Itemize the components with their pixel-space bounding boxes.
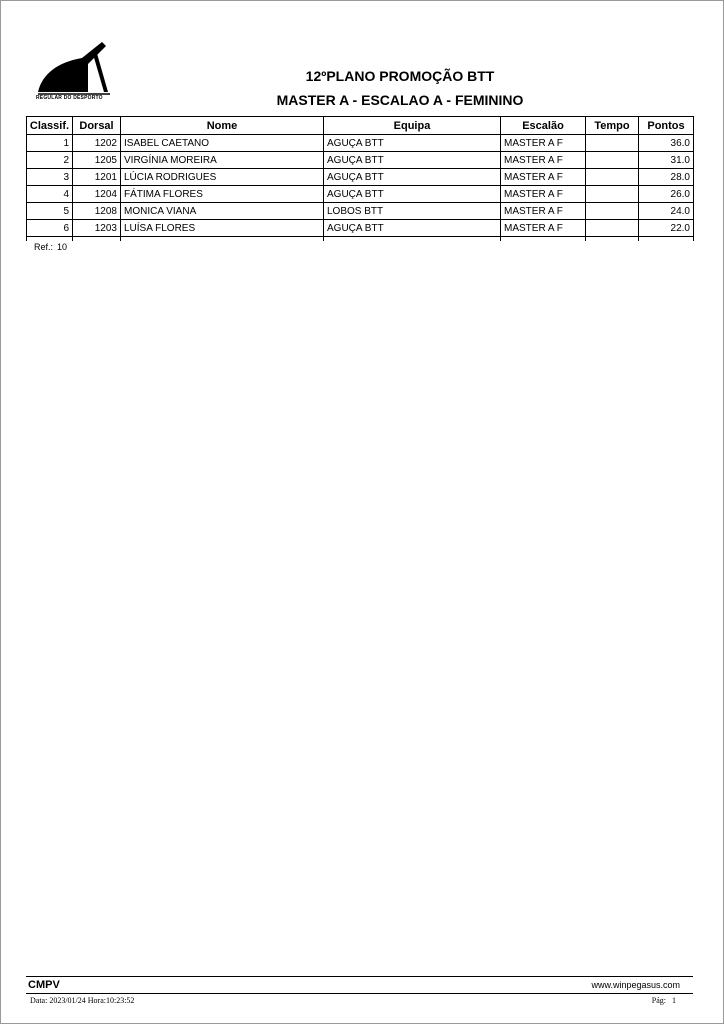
cell-nome: FÁTIMA FLORES [121, 186, 324, 203]
cell-equipa: AGUÇA BTT [324, 186, 501, 203]
page-label: Pág: [651, 996, 666, 1005]
col-header-equipa: Equipa [324, 117, 501, 135]
footer-website: www.winpegasus.com [591, 980, 680, 990]
cell-classif: 5 [27, 203, 73, 220]
cell-dorsal: 1208 [73, 203, 121, 220]
logo-caption: REGULAR DO DESPORTO [36, 95, 103, 101]
results-table [26, 116, 694, 241]
cell-classif: 1 [27, 135, 73, 152]
cell-tempo [586, 152, 639, 169]
cell-tempo [586, 220, 639, 237]
tail-cell [27, 237, 73, 242]
footer-page-number [652, 996, 676, 1005]
cell-dorsal: 1205 [73, 152, 121, 169]
reference-note [34, 242, 67, 252]
col-header-nome: Nome [121, 117, 324, 135]
cell-classif: 3 [27, 169, 73, 186]
reference-label: Ref.: [34, 242, 54, 252]
tail-cell [121, 237, 324, 242]
cell-nome: LUÍSA FLORES [121, 220, 324, 237]
cell-pontos: 22.0 [639, 220, 694, 237]
cell-dorsal: 1202 [73, 135, 121, 152]
cell-nome: VIRGÍNIA MOREIRA [121, 152, 324, 169]
tail-cell [586, 237, 639, 242]
table-tail-row [27, 237, 694, 242]
table-row [27, 169, 694, 186]
cell-pontos: 36.0 [639, 135, 694, 152]
cell-escalao: MASTER A F [501, 203, 586, 220]
footer-organization: CMPV [28, 979, 60, 991]
footer-date-time: Data: 2023/01/24 Hora:10:23:52 [30, 996, 135, 1005]
document-title: 12ºPLANO PROMOÇÃO BTT [305, 68, 495, 84]
cell-tempo [586, 203, 639, 220]
table-row [27, 203, 694, 220]
cell-escalao: MASTER A F [501, 152, 586, 169]
cell-dorsal: 1204 [73, 186, 121, 203]
cell-nome: LÚCIA RODRIGUES [121, 169, 324, 186]
tail-cell [324, 237, 501, 242]
category-title: MASTER A - ESCALAO A - FEMININO [276, 92, 524, 108]
cell-classif: 2 [27, 152, 73, 169]
cell-dorsal: 1203 [73, 220, 121, 237]
col-header-tempo: Tempo [586, 117, 639, 135]
cell-nome: MONICA VIANA [121, 203, 324, 220]
col-header-pontos: Pontos [639, 117, 694, 135]
cell-tempo [586, 135, 639, 152]
table-header-row [27, 117, 694, 135]
cell-tempo [586, 169, 639, 186]
footer-divider-bottom [26, 993, 693, 994]
cell-escalao: MASTER A F [501, 169, 586, 186]
cell-classif: 4 [27, 186, 73, 203]
cell-escalao: MASTER A F [501, 186, 586, 203]
cell-pontos: 24.0 [639, 203, 694, 220]
cell-pontos: 26.0 [639, 186, 694, 203]
cell-equipa: AGUÇA BTT [324, 135, 501, 152]
table-row [27, 220, 694, 237]
cell-pontos: 31.0 [639, 152, 694, 169]
cell-equipa: AGUÇA BTT [324, 169, 501, 186]
cell-tempo [586, 186, 639, 203]
col-header-escalao: Escalão [501, 117, 586, 135]
cell-equipa: AGUÇA BTT [324, 220, 501, 237]
table-row [27, 152, 694, 169]
tail-cell [501, 237, 586, 242]
cell-escalao: MASTER A F [501, 135, 586, 152]
col-header-classif: Classif. [27, 117, 73, 135]
table-row [27, 135, 694, 152]
cell-equipa: AGUÇA BTT [324, 152, 501, 169]
cell-equipa: LOBOS BTT [324, 203, 501, 220]
cell-pontos: 28.0 [639, 169, 694, 186]
cell-classif: 6 [27, 220, 73, 237]
organizer-logo [36, 40, 112, 102]
col-header-dorsal: Dorsal [73, 117, 121, 135]
page-value: 1 [672, 996, 676, 1005]
cell-nome: ISABEL CAETANO [121, 135, 324, 152]
cell-dorsal: 1201 [73, 169, 121, 186]
footer-divider-top [26, 976, 693, 977]
tail-cell [639, 237, 694, 242]
reference-value: 10 [57, 242, 68, 252]
table-row [27, 186, 694, 203]
tail-cell [73, 237, 121, 242]
cell-escalao: MASTER A F [501, 220, 586, 237]
